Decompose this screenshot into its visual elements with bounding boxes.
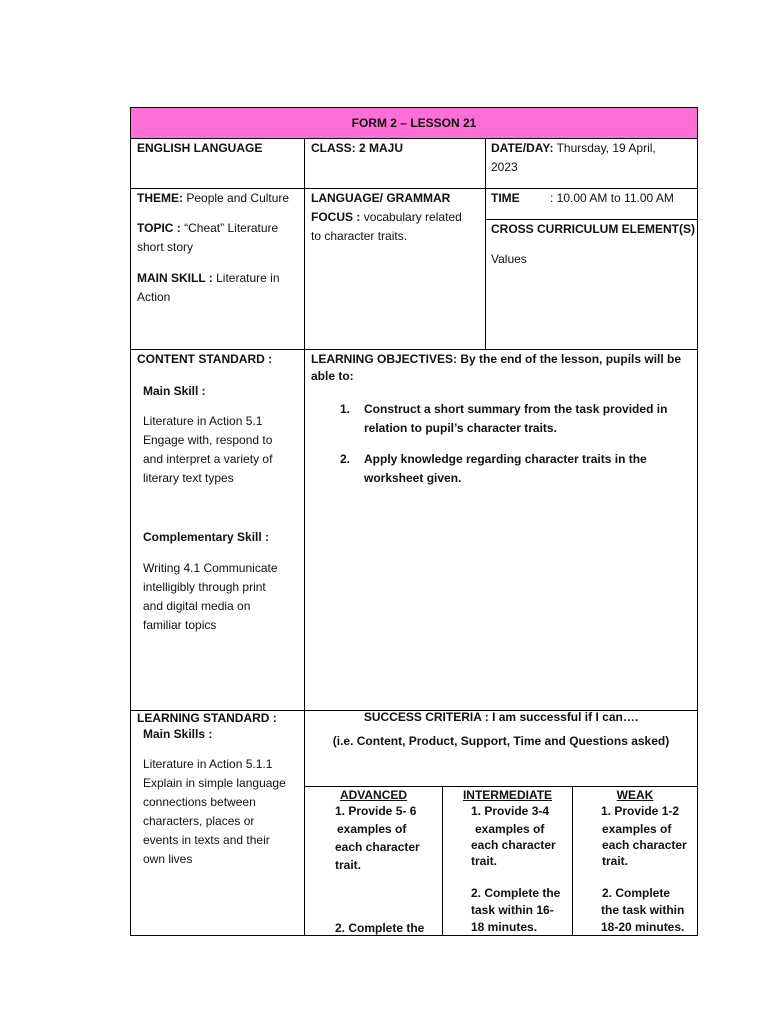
success-criteria-note: (i.e. Content, Product, Support, Time and Questions asked) bbox=[332, 734, 670, 748]
class-value: 2 MAJU bbox=[359, 141, 404, 155]
learning-objectives-cell bbox=[304, 349, 698, 711]
objective-text: Construct a short summary from the task provided in bbox=[364, 402, 668, 416]
main-skill-line: and interpret a variety of bbox=[143, 452, 273, 466]
level-line: 1. Provide 3-4 bbox=[471, 804, 550, 818]
level-weak-heading: WEAK bbox=[616, 788, 654, 802]
grammar-focus-cell bbox=[304, 188, 486, 350]
learning-objectives-intro: By the end of the lesson, pupils will be bbox=[460, 352, 682, 366]
learning-standard-cell bbox=[130, 710, 305, 936]
topic-value: “Cheat” Literature bbox=[184, 221, 279, 235]
time-cell bbox=[485, 188, 698, 220]
subject-name: ENGLISH LANGUAGE bbox=[137, 141, 263, 155]
level-line: 2. Complete bbox=[602, 886, 671, 900]
content-standard-cell bbox=[130, 349, 305, 711]
main-skill-line: Literature in Action 5.1 bbox=[143, 414, 263, 428]
objective-number: 1. bbox=[340, 402, 351, 416]
time-value: : 10.00 AM to 11.00 AM bbox=[550, 191, 674, 205]
level-line: examples of bbox=[475, 822, 545, 836]
main-skill-value: Literature in bbox=[216, 271, 280, 285]
learning-standard-line: own lives bbox=[143, 852, 193, 866]
level-line: trait. bbox=[602, 854, 629, 868]
complementary-skill-line: intelligibly through print bbox=[143, 580, 266, 594]
learning-standard-line: events in texts and their bbox=[143, 833, 270, 847]
topic-value-2: short story bbox=[137, 240, 194, 254]
theme-value: People and Culture bbox=[186, 191, 290, 205]
level-line: examples of bbox=[337, 822, 407, 836]
lesson-header bbox=[130, 107, 698, 139]
level-line: 18 minutes. bbox=[471, 920, 538, 934]
focus-value-2: to character traits. bbox=[311, 229, 408, 243]
date-value: Thursday, 19 April, bbox=[556, 141, 656, 155]
date-label: DATE/DAY: bbox=[491, 141, 554, 155]
complementary-skill-heading: Complementary Skill : bbox=[143, 530, 270, 544]
level-line: 2. Complete the bbox=[335, 921, 425, 935]
level-line: 2. Complete the bbox=[471, 886, 561, 900]
main-skill-heading: Main Skill : bbox=[143, 384, 206, 398]
level-intermediate-heading: INTERMEDIATE bbox=[462, 788, 553, 802]
level-line: 1. Provide 1-2 bbox=[601, 804, 680, 818]
time-label: TIME bbox=[491, 191, 520, 205]
level-line: each character bbox=[335, 840, 420, 854]
level-line: each character bbox=[602, 838, 687, 852]
level-line: the task within bbox=[601, 903, 685, 917]
class-cell bbox=[304, 138, 486, 189]
success-criteria-cell bbox=[304, 710, 698, 787]
main-skill-value-2: Action bbox=[137, 290, 171, 304]
level-advanced-heading: ADVANCED bbox=[339, 788, 408, 802]
cross-curriculum-cell bbox=[485, 219, 698, 350]
focus-label: FOCUS : bbox=[311, 210, 361, 224]
learning-standard-line: Explain in simple language bbox=[143, 776, 286, 790]
content-standard-label: CONTENT STANDARD : bbox=[137, 352, 273, 366]
topic-label: TOPIC : bbox=[137, 221, 181, 235]
objective-text: relation to pupil’s character traits. bbox=[364, 421, 557, 435]
level-line: task within 16- bbox=[471, 903, 554, 917]
success-criteria-value: I am successful if I can…. bbox=[492, 710, 639, 724]
learning-standard-line: Literature in Action 5.1.1 bbox=[143, 757, 273, 771]
learning-standard-line: connections between bbox=[143, 795, 256, 809]
success-criteria-label: SUCCESS CRITERIA : bbox=[363, 710, 489, 724]
main-skill-label: MAIN SKILL : bbox=[137, 271, 213, 285]
level-line: 18-20 minutes. bbox=[601, 920, 685, 934]
objective-text: Apply knowledge regarding character traits in the bbox=[364, 452, 647, 466]
learning-standard-label: LEARNING STANDARD : bbox=[137, 711, 277, 725]
level-intermediate-cell bbox=[442, 786, 573, 936]
level-line: 1. Provide 5- 6 bbox=[335, 804, 417, 818]
main-skills-heading: Main Skills : bbox=[143, 727, 213, 741]
subject-cell bbox=[130, 138, 305, 189]
focus-value: vocabulary related bbox=[363, 210, 462, 224]
learning-objectives-label: LEARNING OBJECTIVES: bbox=[311, 352, 458, 366]
date-cell bbox=[485, 138, 698, 189]
level-line: trait. bbox=[471, 854, 498, 868]
cross-curriculum-label: CROSS CURRICULUM ELEMENT(S) bbox=[491, 222, 695, 236]
level-advanced-cell bbox=[304, 786, 443, 936]
objective-text: worksheet given. bbox=[364, 471, 462, 485]
level-line: trait. bbox=[335, 858, 362, 872]
level-weak-cell bbox=[572, 786, 698, 936]
complementary-skill-line: Writing 4.1 Communicate bbox=[143, 561, 278, 575]
level-line: each character bbox=[471, 838, 556, 852]
main-skill-line: literary text types bbox=[143, 471, 234, 485]
main-skill-line: Engage with, respond to bbox=[143, 433, 273, 447]
objective-number: 2. bbox=[340, 452, 351, 466]
lesson-title: FORM 2 – LESSON 21 bbox=[351, 116, 477, 130]
class-label: CLASS: bbox=[311, 141, 356, 155]
level-line: examples of bbox=[602, 822, 672, 836]
learning-objectives-intro-2: able to: bbox=[311, 369, 354, 383]
cross-curriculum-value: Values bbox=[491, 252, 527, 266]
theme-label: THEME: bbox=[137, 191, 183, 205]
complementary-skill-line: and digital media on bbox=[143, 599, 251, 613]
date-value-year: 2023 bbox=[491, 160, 518, 174]
learning-standard-line: characters, places or bbox=[143, 814, 255, 828]
theme-cell bbox=[130, 188, 305, 350]
complementary-skill-line: familiar topics bbox=[143, 618, 217, 632]
grammar-label: LANGUAGE/ GRAMMAR bbox=[311, 191, 451, 205]
